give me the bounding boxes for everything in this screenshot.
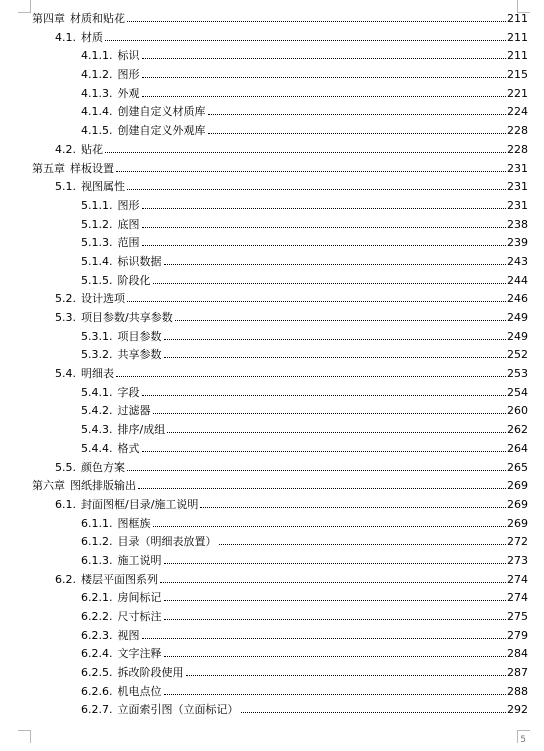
toc-entry[interactable]: [32, 328, 528, 347]
toc-entry-page: 272: [507, 535, 528, 549]
toc-entry[interactable]: [32, 309, 528, 328]
toc-entry-number: 5.4.1.: [81, 385, 113, 399]
toc-entry-number: 4.1.5.: [81, 124, 113, 138]
toc-entry-title: 机电点位: [117, 684, 162, 698]
crop-mark-bottom-left: [18, 730, 31, 743]
dot-leader: [164, 619, 507, 620]
toc-entry-title: 格式: [117, 441, 140, 455]
dot-leader: [208, 133, 507, 134]
dot-leader: [142, 227, 507, 228]
toc-entry[interactable]: [32, 365, 528, 384]
toc-entry-page: 269: [507, 479, 528, 493]
toc-entry[interactable]: [32, 701, 528, 720]
toc-entry-number: 4.2.: [55, 142, 76, 156]
toc-entry-page: 238: [507, 217, 528, 231]
toc-entry-page: 279: [507, 628, 528, 642]
toc-entry[interactable]: [32, 645, 528, 664]
crop-mark-top-left: [18, 0, 31, 13]
dot-leader: [208, 114, 507, 115]
toc-entry-title: 设计选项: [81, 292, 125, 306]
toc-entry-page: 239: [507, 236, 528, 250]
toc-entry-number: 5.1.: [55, 180, 76, 194]
toc-entry-number: 4.1.1.: [81, 49, 113, 63]
toc-entry-title: 外观: [117, 86, 140, 100]
dot-leader: [127, 301, 506, 302]
toc-entry-title: 过滤器: [117, 404, 151, 418]
toc-entry-number: 6.1.: [55, 497, 76, 511]
toc-entry[interactable]: [32, 402, 528, 421]
toc-entry-title: 项目参数: [117, 329, 162, 343]
toc-entry-page: 243: [507, 254, 528, 268]
toc-entry[interactable]: [32, 85, 528, 104]
toc-entry-number: 5.4.3.: [81, 423, 113, 437]
toc-entry-page: 244: [507, 273, 528, 287]
toc-entry-number: 5.3.: [55, 311, 76, 324]
toc-entry-title: 文字注释: [117, 647, 162, 661]
toc-entry-number: 6.2.1.: [81, 591, 113, 605]
dot-leader: [160, 582, 506, 583]
toc-entry[interactable]: [32, 10, 528, 29]
toc-entry-title: 目录（明细表放置）: [117, 535, 217, 549]
dot-leader: [153, 283, 507, 284]
toc-entry-title: 视图: [117, 628, 140, 642]
toc-entry-title: 标识数据: [117, 254, 162, 268]
toc-entry[interactable]: [32, 272, 528, 291]
toc-entry-page: 269: [507, 497, 528, 511]
toc-entry[interactable]: [32, 384, 528, 403]
toc-entry[interactable]: [32, 552, 528, 571]
dot-leader: [142, 96, 507, 97]
toc-entry-page: 260: [507, 404, 528, 418]
toc-entry-title: 颜色方案: [81, 460, 125, 474]
dot-leader: [127, 470, 506, 471]
toc-entry[interactable]: [32, 515, 528, 534]
toc-entry-page: 249: [507, 329, 528, 343]
dot-leader: [105, 40, 506, 41]
toc-entry[interactable]: [32, 459, 528, 478]
toc-entry[interactable]: [32, 178, 528, 197]
dot-leader: [164, 694, 507, 695]
toc-entry-page: 221: [507, 86, 528, 100]
dot-leader: [164, 357, 507, 358]
dot-leader: [105, 152, 506, 153]
dot-leader: [142, 638, 507, 639]
toc-entry-page: 273: [507, 553, 528, 567]
toc-entry-number: 第四章: [32, 12, 65, 25]
dot-leader: [241, 712, 507, 713]
toc-entry-page: 246: [507, 292, 528, 306]
toc-entry-number: 5.1.4.: [81, 254, 113, 268]
toc-entry[interactable]: [32, 47, 528, 66]
toc-entry-number: 6.1.1.: [81, 516, 113, 530]
toc-entry-title: 图形: [117, 198, 140, 212]
toc-entry-page: 275: [507, 610, 528, 623]
toc-entry-page: 231: [507, 198, 528, 212]
dot-leader: [142, 245, 507, 246]
toc-entry[interactable]: [32, 683, 528, 702]
dot-leader: [127, 189, 506, 190]
toc-entry[interactable]: [32, 197, 528, 216]
toc-entry[interactable]: [32, 608, 528, 627]
toc-entry-number: 6.2.5.: [81, 666, 113, 680]
dot-leader: [116, 376, 506, 377]
toc-entry-number: 5.3.2.: [81, 348, 113, 362]
dot-leader: [219, 544, 507, 545]
toc-entry-number: 第五章: [32, 161, 65, 175]
toc-entry-title: 创建自定义外观库: [117, 124, 206, 138]
toc-entry-page: 211: [507, 49, 528, 63]
toc-entry-number: 4.1.2.: [81, 68, 113, 82]
toc-entry[interactable]: [32, 496, 528, 515]
toc-entry-title: 样板设置: [70, 161, 114, 175]
toc-entry-page: 262: [507, 423, 528, 437]
toc-entry-title: 立面索引图（立面标记）: [117, 703, 239, 717]
toc-entry-page: 228: [507, 124, 528, 138]
toc-entry[interactable]: [32, 477, 528, 496]
toc-entry-page: 215: [507, 68, 528, 82]
toc-entry-title: 图纸排版输出: [70, 479, 136, 493]
toc-entry-title: 材质和贴花: [70, 12, 125, 25]
dot-leader: [167, 432, 506, 433]
dot-leader: [142, 208, 507, 209]
toc-entry[interactable]: [32, 571, 528, 590]
toc-entry-title: 尺寸标注: [117, 610, 162, 623]
toc-entry[interactable]: [32, 66, 528, 85]
toc-entry-number: 6.2.4.: [81, 647, 113, 661]
toc-entry-number: 6.2.7.: [81, 703, 113, 717]
toc-entry-page: 284: [507, 647, 528, 661]
toc-entry-number: 5.1.2.: [81, 217, 113, 231]
toc-entry-page: 265: [507, 460, 528, 474]
toc-entry[interactable]: [32, 253, 528, 272]
toc-entry-page: 253: [507, 367, 528, 381]
toc-entry-page: 228: [507, 142, 528, 156]
dot-leader: [142, 77, 507, 78]
toc-entry-page: 254: [507, 385, 528, 399]
toc-entry-page: 264: [507, 441, 528, 455]
toc-entry[interactable]: [32, 234, 528, 253]
toc-entry-number: 4.1.4.: [81, 105, 113, 119]
dot-leader: [153, 526, 507, 527]
toc-entry[interactable]: [32, 290, 528, 309]
toc-entry-page: 252: [507, 348, 528, 362]
toc-entry[interactable]: [32, 627, 528, 646]
toc-entry[interactable]: [32, 122, 528, 141]
dot-leader: [116, 171, 506, 172]
page-number: 5: [520, 735, 526, 745]
dot-leader: [142, 58, 507, 59]
toc-entry-title: 项目参数/共享参数: [81, 311, 173, 324]
dot-leader: [164, 600, 507, 601]
toc-entry-page: 274: [507, 572, 528, 586]
toc-entry-number: 6.2.3.: [81, 628, 113, 642]
toc-entry-page: 287: [507, 666, 528, 680]
dot-leader: [175, 320, 506, 321]
toc-entry-title: 图形: [117, 68, 140, 82]
dot-leader: [127, 21, 506, 22]
dot-leader: [142, 451, 507, 452]
toc-entry[interactable]: [32, 160, 528, 179]
toc-entry-title: 图框族: [117, 516, 151, 530]
toc-entry-page: 292: [507, 703, 528, 717]
dot-leader: [164, 264, 507, 265]
toc-entry-title: 阶段化: [117, 273, 151, 287]
toc-entry-page: 211: [507, 12, 528, 25]
toc-entry[interactable]: [32, 29, 528, 48]
toc-entry[interactable]: [32, 421, 528, 440]
toc-entry-page: 269: [507, 516, 528, 530]
toc-entry-number: 6.2.: [55, 572, 76, 586]
toc-entry-title: 标识: [117, 49, 140, 63]
toc-entry-page: 249: [507, 311, 528, 324]
toc-entry-number: 6.1.2.: [81, 535, 113, 549]
toc-entry[interactable]: [32, 664, 528, 683]
toc-entry-page: 231: [507, 161, 528, 175]
toc-entry-number: 5.5.: [55, 460, 76, 474]
toc-entry-number: 5.2.: [55, 292, 76, 306]
toc-entry-title: 施工说明: [117, 553, 162, 567]
dot-leader: [200, 507, 506, 508]
toc-entry-number: 第六章: [32, 479, 65, 493]
toc-entry-number: 5.1.3.: [81, 236, 113, 250]
toc-entry[interactable]: [32, 141, 528, 160]
toc-entry-number: 4.1.3.: [81, 86, 113, 100]
toc-entry-number: 5.4.: [55, 367, 76, 381]
dot-leader: [164, 656, 507, 657]
dot-leader: [153, 413, 507, 414]
toc-entry-title: 范围: [117, 236, 140, 250]
toc-entry-number: 6.1.3.: [81, 553, 113, 567]
toc-entry-title: 楼层平面图系列: [81, 572, 158, 586]
toc-entry-title: 共享参数: [117, 348, 162, 362]
toc-entry-number: 5.3.1.: [81, 329, 113, 343]
dot-leader: [186, 675, 507, 676]
toc-entry-title: 明细表: [81, 367, 114, 381]
toc-entry[interactable]: [32, 440, 528, 459]
toc-entry-title: 视图属性: [81, 180, 125, 194]
toc-entry-page: 274: [507, 591, 528, 605]
toc-entry-title: 拆改阶段使用: [117, 666, 184, 680]
toc-entry-number: 5.1.5.: [81, 273, 113, 287]
toc-entry-title: 排序/成组: [117, 423, 166, 437]
toc-entry-number: 5.4.2.: [81, 404, 113, 418]
toc-entry-page: 211: [507, 30, 528, 44]
toc-entry-number: 5.1.1.: [81, 198, 113, 212]
toc-entry-number: 6.2.6.: [81, 684, 113, 698]
dot-leader: [164, 563, 507, 564]
toc-entry-title: 材质: [81, 30, 103, 44]
toc-entry[interactable]: [32, 216, 528, 235]
dot-leader: [164, 339, 507, 340]
toc-entry-number: 4.1.: [55, 30, 76, 44]
toc-entry-page: 231: [507, 180, 528, 194]
toc-entry-title: 底图: [117, 217, 140, 231]
toc-entry-number: 5.4.4.: [81, 441, 113, 455]
toc-entry[interactable]: [32, 346, 528, 365]
toc-entry[interactable]: [32, 589, 528, 608]
toc-entry-page: 288: [507, 684, 528, 698]
toc-entry-title: 房间标记: [117, 591, 162, 605]
toc-entry[interactable]: [32, 533, 528, 552]
toc-entry-page: 224: [507, 105, 528, 119]
toc-entry-title: 贴花: [81, 142, 103, 156]
table-of-contents: [32, 10, 528, 720]
toc-entry-title: 封面图框/目录/施工说明: [81, 497, 199, 511]
toc-entry[interactable]: [32, 103, 528, 122]
toc-entry-number: 6.2.2.: [81, 610, 113, 623]
toc-entry-title: 字段: [117, 385, 140, 399]
dot-leader: [138, 488, 506, 489]
dot-leader: [142, 395, 507, 396]
toc-entry-title: 创建自定义材质库: [117, 105, 206, 119]
